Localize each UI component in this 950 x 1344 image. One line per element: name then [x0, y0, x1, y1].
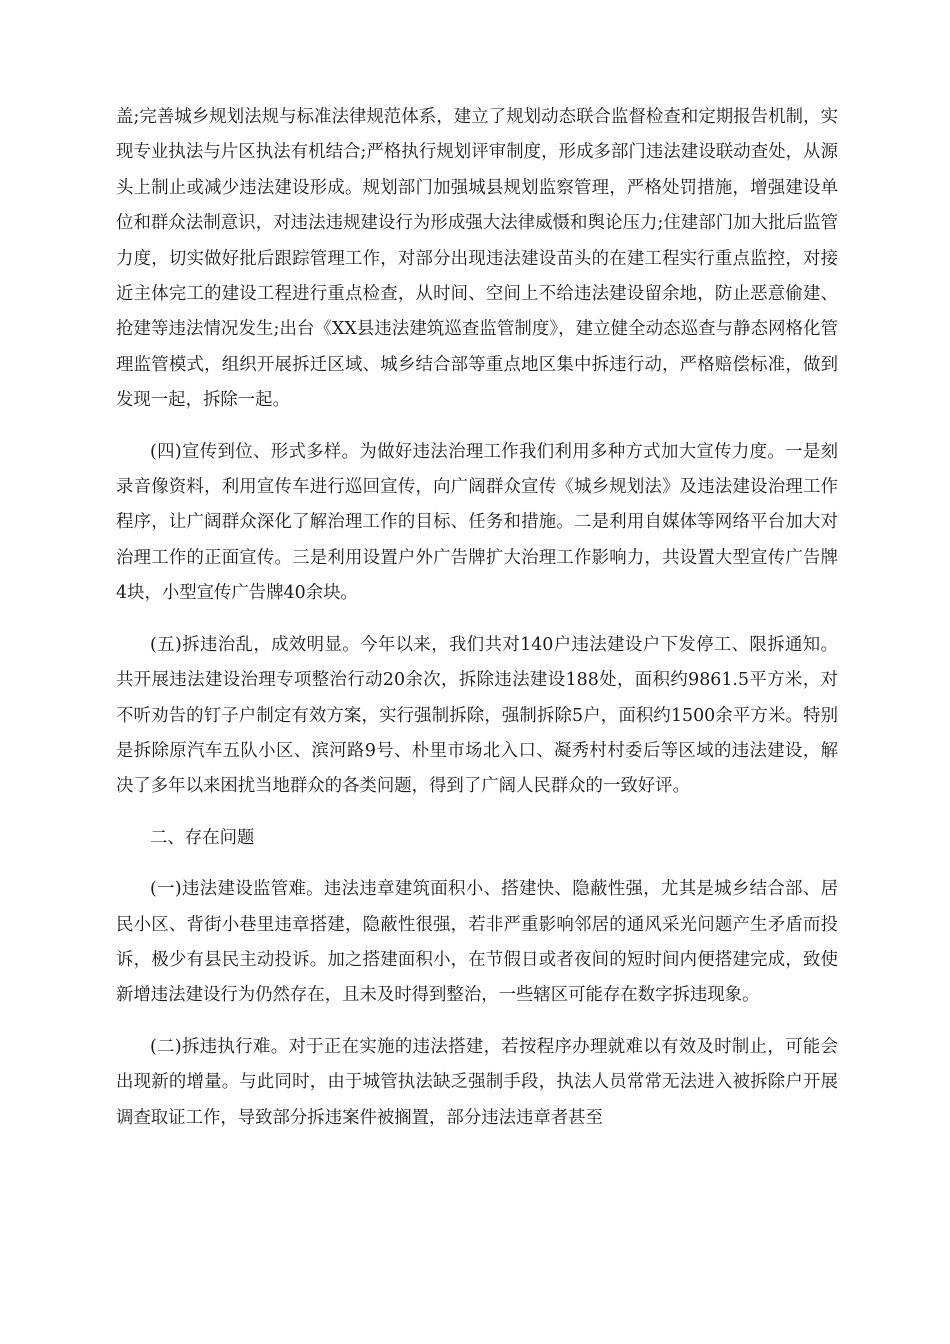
section-heading: 二、存在问题 — [150, 827, 255, 848]
paragraph-demolition: (五)拆违治乱，成效明显。今年以来，我们共对140户违法建设户下发停工、限拆通知。共开展违法建设治理专项整治行动20余次，拆除违法建设188处，面积约9861.5平方米，对不听劝告的钉子户制定有效方案，实行强制拆除，强制拆除5户，面积约1500余平方米。特别是拆除原汽车五队小区、滨河路9号、朴里市场北入口、凝秀村村委后等区域的违法建设，解决了多年以来困扰当地群众的各类问题，得到了广阔人民群众的一致好评。 — [116, 634, 838, 797]
paragraph-enforcement-difficulty: (二)拆违执行难。对于正在实施的违法搭建，若按程序办理就难以有效及时制止，可能会出现新的增量。与此同时，由于城管执法缺乏强制手段，执法人员常常无法进入被拆除户开展调查取证工作，导致部分拆违案件被搁置，部分违法违章者甚至 — [116, 1036, 838, 1128]
paragraph-continuation: 盖;完善城乡规划法规与标准法律规范体系，建立了规划动态联合监督检查和定期报告机制，实现专业执法与片区执法有机结合;严格执行规划评审制度，形成多部门违法建设联动查处，从源头上制止或减少违法建设形成。规划部门加强城县规划监察管理，严格处罚措施，增强建设单位和群众法制意识，对违法违规建设行为形成强大法律威慑和舆论压力;住建部门加大批后监管力度，切实做好批后跟踪管理工作，对部分出现违法建设苗头的在建工程实行重点监控，对接近主体完工的建设工程进行重点检查，从时间、空间上不给违法建设留余地，防止恶意偷建、抢建等违法情况发生;出台《XX县违法建筑巡查监管制度》，建立健全动态巡查与静态网格化管理监管模式，组织开展拆迁区域、城乡结合部等重点地区集中拆违行动，严格赔偿标准，做到发现一起，拆除一起。 — [116, 107, 838, 411]
paragraph-publicity: (四)宣传到位、形式多样。为做好违法治理工作我们利用多种方式加大宣传力度。一是刻录音像资料，利用宣传车进行巡回宣传，向广阔群众宣传《城乡规划法》及违法建设治理工作程序，让广阔群众深化了解治理工作的目标、任务和措施。二是利用自媒体等网络平台加大对治理工作的正面宣传。三是利用设置户外广告牌扩大治理工作影响力，共设置大型宣传广告牌4块，小型宣传广告牌40余块。 — [116, 441, 838, 604]
paragraph-supervision-difficulty: (一)违法建设监管难。违法违章建筑面积小、搭建快、隐蔽性强，尤其是城乡结合部、居民小区、背街小巷里违章搭建，隐蔽性很强，若非严重影响邻居的通风采光问题产生矛盾而投诉，极少有县民主动投诉。加之搭建面积小，在节假日或者夜间的短时间内便搭建完成，致使新增违法建设行为仍然存在，且未及时得到整治，一些辖区可能存在数字拆违现象。 — [116, 879, 838, 1006]
document-body — [116, 100, 838, 1152]
